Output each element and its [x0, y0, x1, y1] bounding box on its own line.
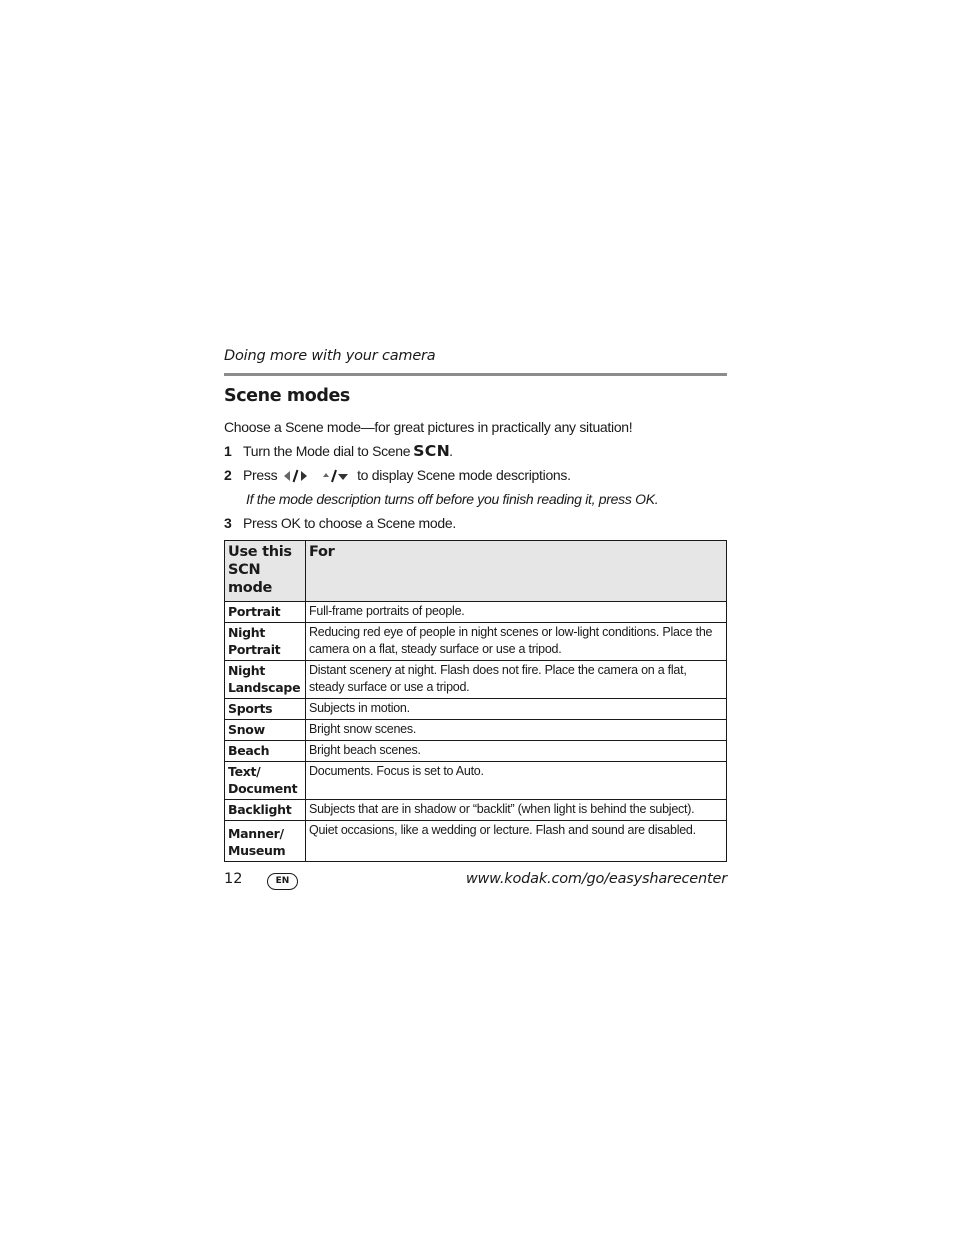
table-row — [225, 699, 727, 720]
mode-name: Snow — [225, 720, 306, 741]
page-footer — [224, 869, 727, 891]
table-row — [225, 762, 727, 800]
mode-description: Subjects in motion. — [306, 699, 727, 720]
section-title: Scene modes — [224, 386, 350, 406]
table-row — [225, 661, 727, 699]
table-row — [225, 800, 727, 821]
mode-description: Bright beach scenes. — [306, 741, 727, 762]
mode-description: Bright snow scenes. — [306, 720, 727, 741]
mode-description: Quiet occasions, like a wedding or lecture. Flash and sound are disabled. — [306, 821, 727, 862]
table-row — [225, 602, 727, 623]
intro-text: Choose a Scene mode—for great pictures in practically any situation! — [224, 419, 633, 435]
mode-description: Reducing red eye of people in night scenes or low-light conditions. Place the camera on a flat, steady surface or use a tripod. — [306, 623, 727, 661]
table-row — [225, 720, 727, 741]
step-3 — [224, 514, 727, 532]
mode-description: Subjects that are in shadow or “backlit” (when light is behind the subject). — [306, 800, 727, 821]
mode-description: Full-frame portraits of people. — [306, 602, 727, 623]
mode-name: Night Landscape — [225, 661, 306, 699]
step-text-end: to display Scene mode descriptions. — [357, 467, 571, 483]
scene-modes-table — [224, 540, 727, 862]
table-row — [225, 623, 727, 661]
mode-description: Documents. Focus is set to Auto. — [306, 762, 727, 800]
left-right-arrows-icon — [283, 469, 310, 483]
mode-name: Portrait — [225, 602, 306, 623]
step-2 — [224, 466, 727, 484]
manual-page — [224, 346, 727, 862]
step-text: Press OK to choose a Scene mode. — [243, 515, 456, 531]
step-text: Press — [243, 467, 281, 483]
table-header-row — [225, 541, 727, 602]
step-text-end: . — [449, 443, 453, 459]
language-badge: EN — [267, 873, 298, 890]
mode-name: Beach — [225, 741, 306, 762]
footer-url: www.kodak.com/go/easysharecenter — [465, 871, 727, 887]
mode-name: Night Portrait — [225, 623, 306, 661]
step-number: 1 — [224, 443, 232, 459]
mode-name: Text/ Document — [225, 762, 306, 800]
step-number: 3 — [224, 515, 232, 531]
table-row — [225, 741, 727, 762]
mode-description: Distant scenery at night. Flash does not fire. Place the camera on a flat, steady surface or use a tripod. — [306, 661, 727, 699]
mode-name: Backlight — [225, 800, 306, 821]
header-mode: Use this SCN mode — [225, 541, 306, 602]
step-1 — [224, 442, 727, 460]
step-number: 2 — [224, 467, 232, 483]
scn-mode-icon: SCN — [412, 442, 451, 460]
table-row — [225, 821, 727, 862]
header-for: For — [306, 541, 727, 602]
running-header: Doing more with your camera — [224, 348, 436, 364]
up-down-arrows-icon — [317, 469, 351, 483]
mode-name: Sports — [225, 699, 306, 720]
step-2-note: If the mode description turns off before you finish reading it, press OK. — [246, 491, 659, 507]
mode-name: Manner/ Museum — [225, 821, 306, 862]
step-text: Turn the Mode dial to Scene — [243, 443, 414, 459]
header-rule — [224, 373, 727, 376]
page-number: 12 — [224, 871, 243, 887]
